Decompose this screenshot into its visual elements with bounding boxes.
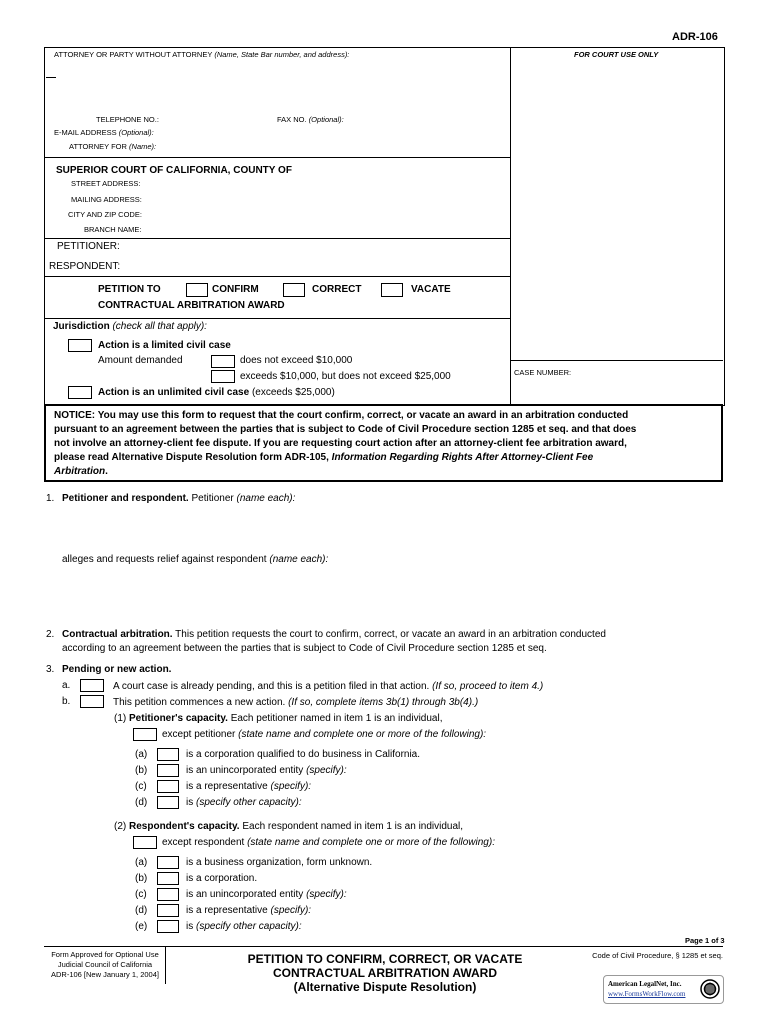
petitioner-capacity-option-text: is a representative (specify): [186, 781, 312, 792]
respondent-capacity-option-checkbox[interactable] [157, 856, 179, 869]
respondent-capacity-option-checkbox[interactable] [157, 888, 179, 901]
city-zip-label: CITY AND ZIP CODE: [68, 210, 142, 219]
exceeds-10000-label: exceeds $10,000, but does not exceed $25,000 [240, 371, 451, 382]
footer-rule [44, 946, 723, 947]
except-respondent-checkbox[interactable] [133, 836, 157, 849]
petitioner-capacity-option-label: (d) [135, 797, 148, 808]
item1-heading: Petitioner and respondent. Petitioner (name each): [62, 493, 296, 504]
divider [44, 157, 510, 158]
confirm-label: CONFIRM [212, 284, 259, 295]
respondent-capacity-option-checkbox[interactable] [157, 872, 179, 885]
respondent-capacity-option-text: is a business organization, form unknown. [186, 857, 373, 868]
item3-number: 3. [46, 664, 55, 675]
except-petitioner-checkbox[interactable] [133, 728, 157, 741]
publisher-badge [603, 975, 724, 1004]
petitioner-capacity-option-text: is an unincorporated entity (specify): [186, 765, 347, 776]
caption-box [44, 47, 725, 406]
item2-number: 2. [46, 629, 55, 640]
vacate-label: VACATE [411, 284, 451, 295]
item3a-label: a. [62, 680, 71, 691]
publisher-name: American LegalNet, Inc. [608, 980, 682, 988]
petitioner-capacity-option-checkbox[interactable] [157, 796, 179, 809]
petitioner-capacity-option-label: (b) [135, 765, 148, 776]
page-number: Page 1 of 3 [685, 936, 725, 945]
divider [510, 360, 723, 361]
form-approval: Form Approved for Optional Use Judicial Council of California ADR-106 [New January 1, 2004] [51, 950, 159, 979]
correct-checkbox[interactable] [283, 283, 305, 297]
respondent-capacity-option-checkbox[interactable] [157, 920, 179, 933]
attorney-marker [46, 77, 56, 78]
item3b-text: This petition commences a new action. (If so, complete items 3b(1) through 3b(4).) [113, 697, 479, 708]
court-use-divider [510, 47, 511, 404]
telephone-label: TELEPHONE NO.: [96, 115, 159, 124]
publisher-website[interactable]: www.FormsWorkFlow.com [608, 990, 686, 998]
respondent-label: RESPONDENT: [49, 261, 121, 272]
except-respondent-label: except respondent (state name and complete one or more of the following): [162, 837, 495, 848]
item3a-text: A court case is already pending, and this is a petition filed in that action. (If so, proceed to item 4.) [113, 681, 544, 692]
footer-form-title: PETITION TO CONFIRM, CORRECT, OR VACATE CONTRACTUAL ARBITRATION AWARD (Alternative Dispute Resolution) [247, 952, 523, 994]
petitioner-capacity-option-checkbox[interactable] [157, 748, 179, 761]
street-address-label: STREET ADDRESS: [71, 179, 141, 188]
unlimited-case-checkbox[interactable] [68, 386, 92, 399]
respondent-capacity-option-label: (a) [135, 857, 148, 868]
respondent-capacity-option-text: is a corporation. [186, 873, 258, 884]
respondent-capacity-option-checkbox[interactable] [157, 904, 179, 917]
respondent-capacity-option-text: is (specify other capacity): [186, 921, 302, 932]
divider [44, 238, 510, 239]
petitioner-capacity-heading: (1) Petitioner's capacity. Each petitioner named in item 1 is an individual, [114, 713, 443, 724]
footer-divider [165, 946, 166, 984]
petitioner-label: PETITIONER: [57, 241, 120, 252]
pending-case-checkbox[interactable] [80, 679, 104, 692]
respondent-capacity-heading: (2) Respondent's capacity. Each respondent named in item 1 is an individual, [114, 821, 464, 832]
jurisdiction-label: Jurisdiction (check all that apply): [53, 321, 207, 332]
petition-to-label: PETITION TO [98, 284, 161, 295]
award-title: CONTRACTUAL ARBITRATION AWARD [98, 300, 285, 311]
except-petitioner-label: except petitioner (state name and complete one or more of the following): [162, 729, 487, 740]
item3-heading: Pending or new action. [62, 664, 172, 675]
amount-demanded-label: Amount demanded [98, 355, 183, 366]
divider [44, 276, 510, 277]
court-use-label: FOR COURT USE ONLY [574, 50, 659, 59]
notice-text: NOTICE: You may use this form to request that the court confirm, correct, or vacate an award in an arbitration conducted pursuant to an agreement between the parties that is subject to Code of Civil Procedure section 1285 et seq. and that does not involve an attorney-client fee dispute. If you are requesting court action after an attorney-client fee arbitration award, please read Alternative Dispute Resolution form ADR-105, Information Regarding Rights After Attorney-Client Fee Arbitration. [54, 410, 637, 477]
respondent-capacity-option-text: is a representative (specify): [186, 905, 312, 916]
exceeds-10000-checkbox[interactable] [211, 370, 235, 383]
petitioner-capacity-option-checkbox[interactable] [157, 764, 179, 777]
not-exceed-10000-label: does not exceed $10,000 [240, 355, 353, 366]
mailing-address-label: MAILING ADDRESS: [71, 195, 142, 204]
respondent-capacity-option-label: (e) [135, 921, 148, 932]
attorney-label: ATTORNEY OR PARTY WITHOUT ATTORNEY (Name, State Bar number, and address): [54, 50, 350, 59]
unlimited-case-label: Action is an unlimited civil case (exceeds $25,000) [98, 387, 335, 398]
respondent-capacity-option-label: (d) [135, 905, 148, 916]
item1-alleges: alleges and requests relief against respondent (name each): [62, 554, 329, 565]
item3b-label: b. [62, 696, 71, 707]
divider [44, 318, 510, 319]
new-action-checkbox[interactable] [80, 695, 104, 708]
petitioner-capacity-option-checkbox[interactable] [157, 780, 179, 793]
limited-case-label: Action is a limited civil case [98, 340, 231, 351]
petitioner-capacity-option-label: (a) [135, 749, 148, 760]
item1-number: 1. [46, 493, 55, 504]
attorney-for-label: ATTORNEY FOR (Name): [69, 142, 157, 151]
respondent-capacity-option-label: (b) [135, 873, 148, 884]
form-number: ADR-106 [672, 31, 718, 43]
vacate-checkbox[interactable] [381, 283, 403, 297]
correct-label: CORRECT [312, 284, 362, 295]
email-label: E-MAIL ADDRESS (Optional): [54, 128, 154, 137]
respondent-capacity-option-label: (c) [135, 889, 147, 900]
confirm-checkbox[interactable] [186, 283, 208, 297]
fax-label: FAX NO. (Optional): [277, 115, 344, 124]
case-number-label: CASE NUMBER: [514, 368, 572, 377]
petitioner-capacity-option-text: is a corporation qualified to do business in California. [186, 749, 421, 760]
code-citation: Code of Civil Procedure, § 1285 et seq. [592, 951, 723, 960]
branch-name-label: BRANCH NAME: [84, 225, 142, 234]
not-exceed-10000-checkbox[interactable] [211, 355, 235, 368]
petitioner-capacity-option-label: (c) [135, 781, 147, 792]
respondent-capacity-option-text: is an unincorporated entity (specify): [186, 889, 347, 900]
item2-text: Contractual arbitration. This petition requests the court to confirm, correct, or vacate an award in an arbitration conducted [62, 629, 606, 640]
publisher-logo-icon [700, 979, 720, 999]
petitioner-capacity-option-text: is (specify other capacity): [186, 797, 302, 808]
court-title: SUPERIOR COURT OF CALIFORNIA, COUNTY OF [56, 165, 292, 176]
limited-case-checkbox[interactable] [68, 339, 92, 352]
item2-text-line2: according to an agreement between the parties that is subject to Code of Civil Procedure section 1285 et seq. [62, 643, 547, 654]
